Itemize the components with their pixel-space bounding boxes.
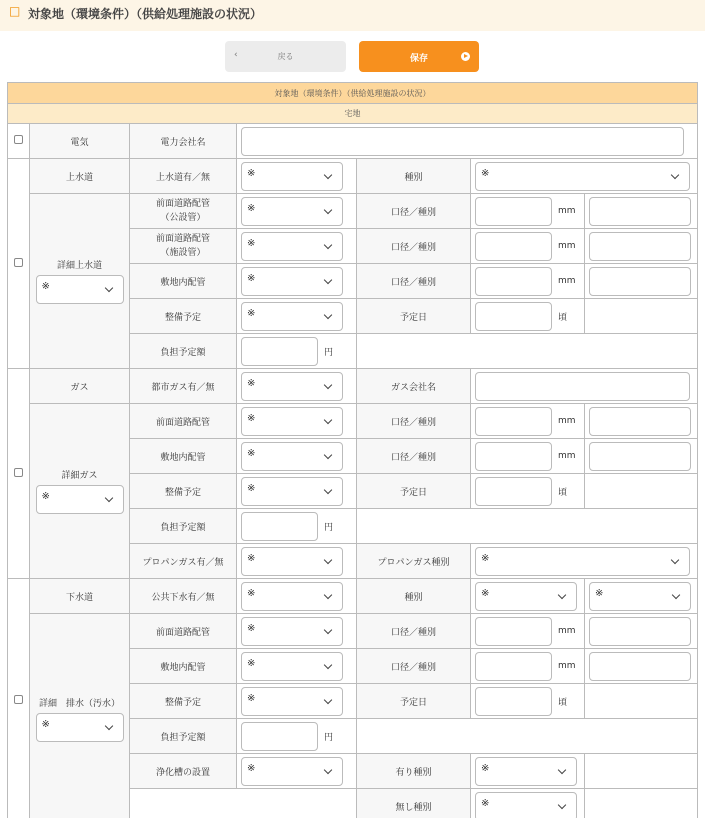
electric-company-cell xyxy=(237,124,698,159)
chevron-down-icon xyxy=(324,415,332,423)
gas-onsite-select[interactable] xyxy=(241,442,343,471)
septic-with-kind-select[interactable] xyxy=(475,757,577,786)
water-onsite-diam-input[interactable] xyxy=(475,267,552,296)
water-plan-cell xyxy=(237,299,357,334)
unit-yen: 円 xyxy=(324,732,334,743)
sewer-detail-label: 詳細 排水（汚水） xyxy=(38,698,120,709)
sewer-checkbox-cell xyxy=(8,579,30,818)
gas-onsite-label: 敷地内配管 xyxy=(130,439,237,474)
chevron-down-icon xyxy=(324,485,332,493)
water-onsite-cell xyxy=(237,264,357,299)
sewer-kind-select[interactable] xyxy=(475,582,577,611)
sewer-onsite-kind-cell xyxy=(585,649,698,684)
sewer-burden-label: 負担予定額 xyxy=(130,719,237,754)
water-front-facility-kind-cell xyxy=(585,229,698,264)
water-front-facility-label: 前面道路配管 （施設管） xyxy=(130,229,237,264)
gas-front-diam-cell xyxy=(471,404,585,439)
arrow-right-circle-icon xyxy=(461,52,470,61)
section-title: 対象地（環境条件）（供給処理施設の状況） xyxy=(8,83,698,104)
chevron-down-icon xyxy=(324,590,332,598)
select-value: ※ xyxy=(41,491,50,502)
water-date-cell xyxy=(471,299,585,334)
electric-company-input[interactable] xyxy=(241,127,684,156)
gas-company-label: ガス会社名 xyxy=(357,369,471,404)
document-icon: □ xyxy=(9,4,21,18)
unit-mm: mm xyxy=(558,626,576,636)
propane-kind-cell xyxy=(471,544,698,579)
water-date-label: 予定日 xyxy=(357,299,471,334)
select-value: ※ xyxy=(481,552,490,564)
water-kind-select[interactable] xyxy=(475,162,690,191)
unit-mm: mm xyxy=(558,451,576,461)
water-front-public-diam-input[interactable] xyxy=(475,197,552,226)
sewer-onsite-kind-input[interactable] xyxy=(589,652,691,681)
sewer-plan-label: 整備予定 xyxy=(130,684,237,719)
chevron-down-icon xyxy=(324,765,332,773)
sewer-kind2-cell xyxy=(585,579,698,614)
sewer-front-select[interactable] xyxy=(241,617,343,646)
electric-company-label: 電力会社名 xyxy=(130,124,237,159)
water-kind-cell xyxy=(471,159,698,194)
gas-front-diam-label: 口径／種別 xyxy=(357,404,471,439)
water-onsite-kind-cell xyxy=(585,264,698,299)
septic-select[interactable] xyxy=(241,757,343,786)
septic-without-kind-empty xyxy=(585,789,698,818)
gas-group-label: ガス xyxy=(30,369,130,404)
water-front-facility-kind-input[interactable] xyxy=(589,232,691,261)
unit-mm: mm xyxy=(558,206,576,216)
gas-front-cell xyxy=(237,404,357,439)
water-front-public-kind-cell xyxy=(585,194,698,229)
chevron-down-icon xyxy=(324,695,332,703)
sewer-checkbox[interactable] xyxy=(14,695,23,704)
chevron-down-icon xyxy=(104,721,112,729)
select-value: ※ xyxy=(247,272,256,284)
select-value: ※ xyxy=(247,412,256,424)
water-burden-cell xyxy=(237,334,357,369)
save-button-label: 保存 xyxy=(409,54,428,64)
gas-detail-label: 詳細ガス xyxy=(61,471,98,481)
water-burden-label: 負担予定額 xyxy=(130,334,237,369)
select-value: ※ xyxy=(247,237,256,249)
sewer-onsite-diam-cell xyxy=(471,649,585,684)
save-button[interactable] xyxy=(359,41,479,72)
select-value: ※ xyxy=(481,587,490,599)
gas-onsite-diam-cell xyxy=(471,439,585,474)
septic-with-kind-empty xyxy=(585,754,698,789)
gas-front-kind-input[interactable] xyxy=(589,407,691,436)
chevron-down-icon xyxy=(558,590,566,598)
gas-front-select[interactable] xyxy=(241,407,343,436)
subsection-title: 宅地 xyxy=(8,104,698,124)
unit-mm: mm xyxy=(558,416,576,426)
gas-front-diam-input[interactable] xyxy=(475,407,552,436)
chevron-left-icon: ‹ xyxy=(234,50,238,60)
unit-koro: 頃 xyxy=(558,487,568,498)
chevron-down-icon xyxy=(324,555,332,563)
select-value: ※ xyxy=(247,307,256,319)
water-front-facility-select[interactable] xyxy=(241,232,343,261)
chevron-down-icon xyxy=(324,625,332,633)
water-front-public-label: 前面道路配管 （公設管） xyxy=(130,194,237,229)
propane-has-cell xyxy=(237,544,357,579)
select-value: ※ xyxy=(247,447,256,459)
back-button-label: 戻る xyxy=(277,52,294,61)
gas-has-cell xyxy=(237,369,357,404)
gas-burden-label: 負担予定額 xyxy=(130,509,237,544)
select-value: ※ xyxy=(247,657,256,669)
sewer-front-label: 前面道路配管 xyxy=(130,614,237,649)
sewer-plan-select[interactable] xyxy=(241,687,343,716)
sewer-burden-cell xyxy=(237,719,357,754)
supply-facilities-table xyxy=(7,82,698,818)
select-value: ※ xyxy=(595,587,604,599)
water-detail-group xyxy=(30,194,130,369)
chevron-down-icon xyxy=(324,275,332,283)
sewer-onsite-select[interactable] xyxy=(241,652,343,681)
water-front-facility-cell xyxy=(237,229,357,264)
select-value: ※ xyxy=(247,202,256,214)
gas-has-select[interactable] xyxy=(241,372,343,401)
propane-kind-label: プロパンガス種別 xyxy=(357,544,471,579)
select-value: ※ xyxy=(247,167,256,179)
sewer-front-diam-label: 口径／種別 xyxy=(357,614,471,649)
unit-mm: mm xyxy=(558,661,576,671)
septic-cell xyxy=(237,754,357,789)
select-value: ※ xyxy=(247,622,256,634)
water-detail-label: 詳細上水道 xyxy=(56,261,102,271)
gas-onsite-cell xyxy=(237,439,357,474)
water-group-label: 上水道 xyxy=(30,159,130,194)
water-onsite-diam-label: 口径／種別 xyxy=(357,264,471,299)
chevron-down-icon xyxy=(671,555,679,563)
select-value: ※ xyxy=(41,281,50,292)
septic-without-kind-cell xyxy=(471,789,585,818)
sewer-date-cell xyxy=(471,684,585,719)
gas-onsite-diam-input[interactable] xyxy=(475,442,552,471)
sewer-plan-cell xyxy=(237,684,357,719)
gas-onsite-diam-label: 口径／種別 xyxy=(357,439,471,474)
gas-burden-cell xyxy=(237,509,357,544)
electric-checkbox[interactable] xyxy=(14,135,23,144)
chevron-down-icon xyxy=(324,240,332,248)
gas-plan-cell xyxy=(237,474,357,509)
select-value: ※ xyxy=(247,552,256,564)
unit-koro: 頃 xyxy=(558,312,568,323)
gas-date-input[interactable] xyxy=(475,477,552,506)
gas-checkbox-cell xyxy=(8,369,30,579)
sewer-onsite-cell xyxy=(237,649,357,684)
water-kind-label: 種別 xyxy=(357,159,471,194)
select-value: ※ xyxy=(247,762,256,774)
chevron-down-icon xyxy=(324,380,332,388)
propane-kind-select[interactable] xyxy=(475,547,690,576)
sewer-date-label: 予定日 xyxy=(357,684,471,719)
septic-with-kind-label: 有り種別 xyxy=(357,754,471,789)
water-front-public-kind-input[interactable] xyxy=(589,197,691,226)
water-plan-select[interactable] xyxy=(241,302,343,331)
sewer-kind2-select[interactable] xyxy=(589,582,691,611)
electric-checkbox-cell xyxy=(8,124,30,159)
sewer-detail-group xyxy=(30,614,130,818)
water-front-public-cell xyxy=(237,194,357,229)
septic-label: 浄化槽の設置 xyxy=(130,754,237,789)
gas-detail-group xyxy=(30,404,130,579)
select-value: ※ xyxy=(481,797,490,809)
water-onsite-select[interactable] xyxy=(241,267,343,296)
sewer-kind-cell xyxy=(471,579,585,614)
chevron-down-icon xyxy=(104,494,112,502)
water-checkbox-cell xyxy=(8,159,30,369)
water-has-select[interactable] xyxy=(241,162,343,191)
select-value: ※ xyxy=(247,587,256,599)
water-burden-empty xyxy=(357,334,698,369)
sewer-onsite-label: 敷地内配管 xyxy=(130,649,237,684)
sewer-has-label: 公共下水有／無 xyxy=(130,579,237,614)
gas-company-input[interactable] xyxy=(475,372,690,401)
gas-front-kind-cell xyxy=(585,404,698,439)
water-plan-label: 整備予定 xyxy=(130,299,237,334)
water-checkbox[interactable] xyxy=(14,258,23,267)
select-value: ※ xyxy=(481,762,490,774)
water-front-public-select[interactable] xyxy=(241,197,343,226)
unit-yen: 円 xyxy=(324,347,334,358)
chevron-down-icon xyxy=(672,590,680,598)
sewer-burden-empty xyxy=(357,719,698,754)
water-onsite-diam-cell xyxy=(471,264,585,299)
septic-with-kind-cell xyxy=(471,754,585,789)
water-has-cell xyxy=(237,159,357,194)
chevron-down-icon xyxy=(558,800,566,808)
page-header xyxy=(0,0,705,31)
sewer-group-label: 下水道 xyxy=(30,579,130,614)
sewer-burden-input[interactable] xyxy=(241,722,318,751)
sewer-onsite-diam-label: 口径／種別 xyxy=(357,649,471,684)
unit-mm: mm xyxy=(558,276,576,286)
sewer-has-select[interactable] xyxy=(241,582,343,611)
water-date-input[interactable] xyxy=(475,302,552,331)
chevron-down-icon xyxy=(324,450,332,458)
water-front-facility-diam-label: 口径／種別 xyxy=(357,229,471,264)
sewer-front-diam-cell xyxy=(471,614,585,649)
gas-plan-select[interactable] xyxy=(241,477,343,506)
unit-yen: 円 xyxy=(324,522,334,533)
gas-date-cell xyxy=(471,474,585,509)
sewer-has-cell xyxy=(237,579,357,614)
unit-mm: mm xyxy=(558,241,576,251)
gas-burden-input[interactable] xyxy=(241,512,318,541)
water-front-facility-diam-cell xyxy=(471,229,585,264)
water-front-facility-diam-input[interactable] xyxy=(475,232,552,261)
chevron-down-icon xyxy=(324,310,332,318)
septic-without-empty xyxy=(130,789,357,818)
water-date-empty xyxy=(585,299,698,334)
gas-burden-empty xyxy=(357,509,698,544)
gas-plan-label: 整備予定 xyxy=(130,474,237,509)
sewer-front-diam-input[interactable] xyxy=(475,617,552,646)
water-front-public-diam-label: 口径／種別 xyxy=(357,194,471,229)
sewer-date-input[interactable] xyxy=(475,687,552,716)
sewer-date-empty xyxy=(585,684,698,719)
sewer-detail-select[interactable] xyxy=(36,713,124,742)
select-value: ※ xyxy=(247,692,256,704)
water-burden-input[interactable] xyxy=(241,337,318,366)
gas-onsite-kind-cell xyxy=(585,439,698,474)
gas-front-label: 前面道路配管 xyxy=(130,404,237,439)
gas-detail-select[interactable] xyxy=(36,485,124,514)
propane-has-select[interactable] xyxy=(241,547,343,576)
chevron-down-icon xyxy=(324,170,332,178)
chevron-down-icon xyxy=(324,205,332,213)
gas-checkbox[interactable] xyxy=(14,468,23,477)
propane-has-label: プロパンガス有／無 xyxy=(130,544,237,579)
sewer-front-cell xyxy=(237,614,357,649)
water-onsite-kind-input[interactable] xyxy=(589,267,691,296)
back-button[interactable] xyxy=(225,41,346,72)
gas-onsite-kind-input[interactable] xyxy=(589,442,691,471)
select-value: ※ xyxy=(481,167,490,179)
septic-without-kind-label: 無し種別 xyxy=(357,789,471,818)
gas-company-cell xyxy=(471,369,698,404)
sewer-onsite-diam-input[interactable] xyxy=(475,652,552,681)
sewer-front-kind-cell xyxy=(585,614,698,649)
gas-date-empty xyxy=(585,474,698,509)
select-value: ※ xyxy=(247,482,256,494)
water-onsite-label: 敷地内配管 xyxy=(130,264,237,299)
unit-koro: 頃 xyxy=(558,697,568,708)
page-title: 対象地（環境条件）（供給処理施設の状況） xyxy=(28,7,263,21)
gas-date-label: 予定日 xyxy=(357,474,471,509)
select-value: ※ xyxy=(247,377,256,389)
water-front-public-diam-cell xyxy=(471,194,585,229)
sewer-front-kind-input[interactable] xyxy=(589,617,691,646)
chevron-down-icon xyxy=(671,170,679,178)
septic-without-kind-select[interactable] xyxy=(475,792,577,818)
chevron-down-icon xyxy=(324,660,332,668)
electric-group-label: 電気 xyxy=(30,124,130,159)
chevron-down-icon xyxy=(104,284,112,292)
water-detail-select[interactable] xyxy=(36,275,124,304)
gas-has-label: 都市ガス有／無 xyxy=(130,369,237,404)
chevron-down-icon xyxy=(558,765,566,773)
water-has-label: 上水道有／無 xyxy=(130,159,237,194)
select-value: ※ xyxy=(41,718,50,730)
sewer-kind-label: 種別 xyxy=(357,579,471,614)
